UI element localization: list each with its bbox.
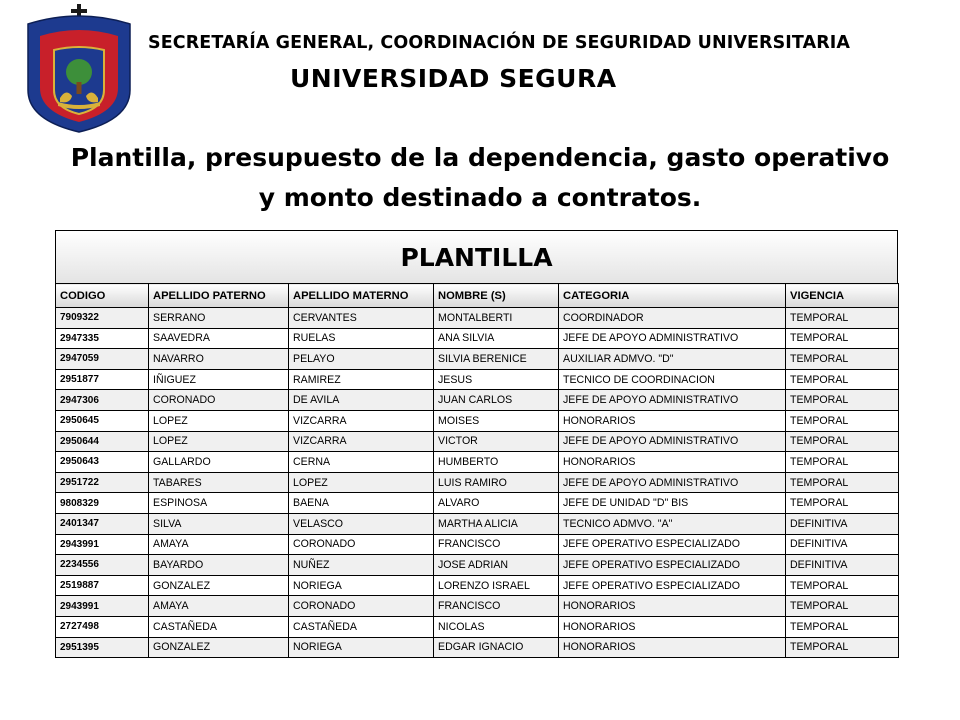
first-name-cell: HUMBERTO — [434, 452, 559, 473]
category-cell: TECNICO ADMVO. "A" — [559, 513, 786, 534]
validity-cell: TEMPORAL — [786, 493, 899, 514]
table-row — [56, 328, 899, 349]
category-cell: HONORARIOS — [559, 616, 786, 637]
maternal-surname-cell: NORIEGA — [289, 575, 434, 596]
code-cell: 9808329 — [56, 493, 149, 514]
category-cell: JEFE OPERATIVO ESPECIALIZADO — [559, 575, 786, 596]
first-name-cell: FRANCISCO — [434, 534, 559, 555]
maternal-surname-cell: CERVANTES — [289, 308, 434, 329]
code-cell: 2947306 — [56, 390, 149, 411]
first-name-cell: ANA SILVIA — [434, 328, 559, 349]
maternal-surname-cell: CORONADO — [289, 534, 434, 555]
validity-cell: TEMPORAL — [786, 472, 899, 493]
validity-cell: TEMPORAL — [786, 616, 899, 637]
table-row — [56, 308, 899, 329]
category-cell: HONORARIOS — [559, 596, 786, 617]
paternal-surname-cell: AMAYA — [149, 596, 289, 617]
paternal-surname-cell: GONZALEZ — [149, 575, 289, 596]
code-cell: 2727498 — [56, 616, 149, 637]
first-name-cell: LUIS RAMIRO — [434, 472, 559, 493]
column-header-categoria: CATEGORIA — [559, 284, 786, 308]
code-cell: 2943991 — [56, 596, 149, 617]
first-name-cell: JUAN CARLOS — [434, 390, 559, 411]
table-row — [56, 575, 899, 596]
paternal-surname-cell: ESPINOSA — [149, 493, 289, 514]
table-title: PLANTILLA — [55, 230, 898, 283]
table-row — [56, 431, 899, 452]
paternal-surname-cell: LOPEZ — [149, 431, 289, 452]
validity-cell: TEMPORAL — [786, 349, 899, 370]
university-seal-icon — [18, 2, 140, 134]
first-name-cell: NICOLAS — [434, 616, 559, 637]
category-cell: JEFE DE APOYO ADMINISTRATIVO — [559, 390, 786, 411]
maternal-surname-cell: DE AVILA — [289, 390, 434, 411]
code-cell: 2943991 — [56, 534, 149, 555]
first-name-cell: LORENZO ISRAEL — [434, 575, 559, 596]
code-cell: 7909322 — [56, 308, 149, 329]
code-cell: 2519887 — [56, 575, 149, 596]
validity-cell: DEFINITIVA — [786, 534, 899, 555]
table-row — [56, 596, 899, 617]
validity-cell: DEFINITIVA — [786, 555, 899, 576]
paternal-surname-cell: AMAYA — [149, 534, 289, 555]
paternal-surname-cell: GALLARDO — [149, 452, 289, 473]
category-cell: TECNICO DE COORDINACION — [559, 369, 786, 390]
first-name-cell: MOISES — [434, 410, 559, 431]
paternal-surname-cell: CASTAÑEDA — [149, 616, 289, 637]
maternal-surname-cell: PELAYO — [289, 349, 434, 370]
secretariat-heading: SECRETARÍA GENERAL, COORDINACIÓN DE SEGURIDAD UNIVERSITARIA — [148, 33, 851, 53]
code-cell: 2947059 — [56, 349, 149, 370]
university-safe-heading: UNIVERSIDAD SEGURA — [290, 64, 617, 93]
code-cell: 2950645 — [56, 410, 149, 431]
code-cell: 2950643 — [56, 452, 149, 473]
validity-cell: TEMPORAL — [786, 369, 899, 390]
maternal-surname-cell: NUÑEZ — [289, 555, 434, 576]
validity-cell: TEMPORAL — [786, 596, 899, 617]
validity-cell: TEMPORAL — [786, 410, 899, 431]
staff-table-container — [55, 230, 898, 658]
code-cell: 2401347 — [56, 513, 149, 534]
maternal-surname-cell: NORIEGA — [289, 637, 434, 658]
table-row — [56, 452, 899, 473]
paternal-surname-cell: BAYARDO — [149, 555, 289, 576]
category-cell: HONORARIOS — [559, 637, 786, 658]
paternal-surname-cell: IÑIGUEZ — [149, 369, 289, 390]
table-row — [56, 410, 899, 431]
first-name-cell: JESUS — [434, 369, 559, 390]
first-name-cell: SILVIA BERENICE — [434, 349, 559, 370]
table-row — [56, 493, 899, 514]
paternal-surname-cell: SILVA — [149, 513, 289, 534]
paternal-surname-cell: GONZALEZ — [149, 637, 289, 658]
first-name-cell: ALVARO — [434, 493, 559, 514]
maternal-surname-cell: CERNA — [289, 452, 434, 473]
maternal-surname-cell: CASTAÑEDA — [289, 616, 434, 637]
paternal-surname-cell: SERRANO — [149, 308, 289, 329]
category-cell: AUXILIAR ADMVO. "D" — [559, 349, 786, 370]
validity-cell: TEMPORAL — [786, 308, 899, 329]
maternal-surname-cell: VELASCO — [289, 513, 434, 534]
validity-cell: TEMPORAL — [786, 431, 899, 452]
column-header-codigo: CODIGO — [56, 284, 149, 308]
category-cell: JEFE DE APOYO ADMINISTRATIVO — [559, 472, 786, 493]
table-header-row — [56, 284, 899, 308]
table-row — [56, 349, 899, 370]
category-cell: COORDINADOR — [559, 308, 786, 329]
validity-cell: TEMPORAL — [786, 637, 899, 658]
maternal-surname-cell: VIZCARRA — [289, 410, 434, 431]
code-cell: 2950644 — [56, 431, 149, 452]
maternal-surname-cell: CORONADO — [289, 596, 434, 617]
first-name-cell: MARTHA ALICIA — [434, 513, 559, 534]
table-row — [56, 472, 899, 493]
university-logo — [18, 2, 140, 134]
validity-cell: TEMPORAL — [786, 390, 899, 411]
maternal-surname-cell: VIZCARRA — [289, 431, 434, 452]
paternal-surname-cell: CORONADO — [149, 390, 289, 411]
first-name-cell: MONTALBERTI — [434, 308, 559, 329]
table-row — [56, 555, 899, 576]
first-name-cell: FRANCISCO — [434, 596, 559, 617]
maternal-surname-cell: BAENA — [289, 493, 434, 514]
column-header-apellido-paterno: APELLIDO PATERNO — [149, 284, 289, 308]
page-title: Plantilla, presupuesto de la dependencia, gasto operativo y monto destinado a contratos. — [70, 143, 890, 212]
code-cell: 2951877 — [56, 369, 149, 390]
validity-cell: DEFINITIVA — [786, 513, 899, 534]
code-cell: 2234556 — [56, 555, 149, 576]
staff-table — [55, 283, 899, 658]
table-row — [56, 369, 899, 390]
first-name-cell: EDGAR IGNACIO — [434, 637, 559, 658]
column-header-nombre: NOMBRE (S) — [434, 284, 559, 308]
table-row — [56, 513, 899, 534]
column-header-vigencia: VIGENCIA — [786, 284, 899, 308]
table-row — [56, 390, 899, 411]
paternal-surname-cell: TABARES — [149, 472, 289, 493]
table-row — [56, 637, 899, 658]
maternal-surname-cell: LOPEZ — [289, 472, 434, 493]
column-header-apellido-materno: APELLIDO MATERNO — [289, 284, 434, 308]
paternal-surname-cell: LOPEZ — [149, 410, 289, 431]
code-cell: 2951722 — [56, 472, 149, 493]
category-cell: HONORARIOS — [559, 410, 786, 431]
validity-cell: TEMPORAL — [786, 452, 899, 473]
first-name-cell: VICTOR — [434, 431, 559, 452]
category-cell: JEFE DE APOYO ADMINISTRATIVO — [559, 431, 786, 452]
table-row — [56, 616, 899, 637]
category-cell: JEFE DE UNIDAD "D" BIS — [559, 493, 786, 514]
code-cell: 2951395 — [56, 637, 149, 658]
code-cell: 2947335 — [56, 328, 149, 349]
category-cell: JEFE DE APOYO ADMINISTRATIVO — [559, 328, 786, 349]
category-cell: JEFE OPERATIVO ESPECIALIZADO — [559, 555, 786, 576]
paternal-surname-cell: SAAVEDRA — [149, 328, 289, 349]
maternal-surname-cell: RAMIREZ — [289, 369, 434, 390]
first-name-cell: JOSE ADRIAN — [434, 555, 559, 576]
table-row — [56, 534, 899, 555]
maternal-surname-cell: RUELAS — [289, 328, 434, 349]
category-cell: HONORARIOS — [559, 452, 786, 473]
paternal-surname-cell: NAVARRO — [149, 349, 289, 370]
validity-cell: TEMPORAL — [786, 328, 899, 349]
validity-cell: TEMPORAL — [786, 575, 899, 596]
category-cell: JEFE OPERATIVO ESPECIALIZADO — [559, 534, 786, 555]
